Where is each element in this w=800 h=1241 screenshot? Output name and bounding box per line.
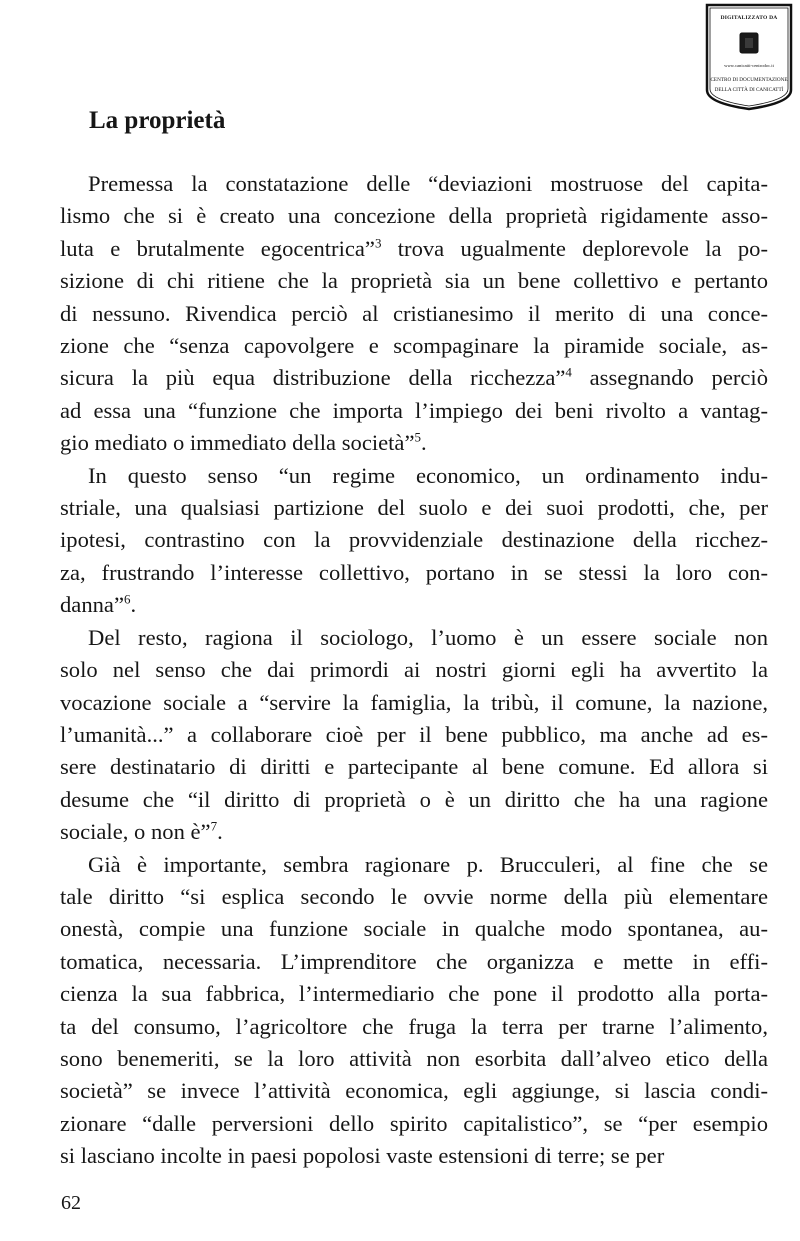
- text-line: società” se invece l’attività economica, egli aggiunge, si lascia condi-: [60, 1078, 768, 1104]
- paragraph: [60, 168, 768, 460]
- footnote-ref: 3: [374, 235, 382, 251]
- text-line: desume che “il diritto di proprietà o è un diritto che ha una ragione: [60, 786, 768, 812]
- text-line: tale diritto “si esplica secondo le ovvie norme della più elementare: [60, 883, 768, 909]
- text-line: striale, una qualsiasi partizione del suolo e dei suoi prodotti, che, per: [60, 495, 768, 521]
- text-line: vocazione sociale a “servire la famiglia, la tribù, il comune, la nazione,: [60, 689, 768, 715]
- page-number: 62: [61, 1192, 81, 1214]
- text-line: zionare “dalle perversioni dello spirito capitalistico”, se “per esempio: [60, 1110, 768, 1136]
- text-line: lismo che si è creato una concezione della proprietà rigidamente asso-: [60, 203, 768, 229]
- text-line: Premessa la constatazione delle “deviazioni mostruose del capita-: [88, 171, 768, 196]
- text-line: sono benemeriti, se la loro attività non esorbita dall’alveo etico della: [60, 1045, 768, 1071]
- footnote-ref: 6: [123, 591, 131, 607]
- text-line: sociale, o non è”$^7$.: [60, 818, 223, 845]
- stamp-header: DIGITALIZZATO DA: [720, 15, 778, 21]
- text-line: tomatica, necessaria. L’imprenditore che organizza e mette in effi-: [60, 948, 768, 974]
- section-heading: La proprietà: [89, 107, 226, 134]
- paragraph: [60, 460, 768, 622]
- paragraph: [60, 622, 768, 849]
- footnote-ref: 4: [565, 364, 572, 380]
- text-line: zione che “senza capovolgere e scompaginare la piramide sociale, as-: [60, 333, 768, 359]
- digitization-stamp: [704, 2, 794, 112]
- text-line: luta e brutalmente egocentrica”$^3$ trova ugualmente deplorevole la po-: [60, 235, 768, 261]
- paragraph: [60, 849, 768, 1173]
- stamp-line-2: DELLA CITTÀ DI CANICATTÌ: [714, 87, 784, 93]
- text-line: gio mediato o immediato della società”$^5$.: [60, 429, 427, 456]
- text-line: cienza la sua fabbrica, l’intermediario che pone il prodotto alla porta-: [60, 981, 768, 1007]
- stamp-line-1: CENTRO DI DOCUMENTAZIONE: [710, 77, 788, 83]
- text-line: danna”$^6$.: [60, 591, 137, 618]
- text-line: sere destinatario di diritti e partecipante al bene comune. Ed allora si: [60, 754, 768, 780]
- text-line: onestà, compie una funzione sociale in qualche modo spontanea, au-: [60, 916, 768, 942]
- text-line: In questo senso “un regime economico, un ordinamento indu-: [88, 462, 768, 488]
- stamp-url: www.canicatti-centrodoc.it: [724, 63, 774, 68]
- text-line: si lasciano incolte in paesi popolosi vaste estensioni di terre; se per: [60, 1143, 665, 1169]
- text-line: Già è importante, sembra ragionare p. Brucculeri, al fine che se: [88, 851, 768, 877]
- text-line: sizione di chi ritiene che la proprietà sia un bene collettivo e pertanto: [60, 268, 768, 294]
- text-line: sicura la più equa distribuzione della ricchezza”$^4$ assegnando perciò: [60, 364, 768, 391]
- footnote-ref: 5: [414, 429, 421, 445]
- text-line: solo nel senso che dai primordi ai nostri giorni egli ha avvertito la: [60, 657, 768, 683]
- text-line: ipotesi, contrastino con la provvidenziale destinazione della ricchez-: [60, 527, 768, 553]
- text-line: za, frustrando l’interesse collettivo, portano in se stessi la loro con-: [60, 559, 768, 585]
- text-line: ad essa una “funzione che importa l’impiego dei beni rivolto a vantag-: [60, 397, 768, 423]
- text-line: Del resto, ragiona il sociologo, l’uomo è un essere sociale non: [88, 624, 768, 650]
- footnote-ref: 7: [210, 818, 218, 834]
- text-line: di nessuno. Rivendica perciò al cristianesimo il merito di una conce-: [60, 300, 768, 326]
- body-text: [60, 168, 768, 1173]
- text-line: ta del consumo, l’agricoltore che fruga la terra per trarne l’alimento,: [60, 1013, 768, 1039]
- text-line: l’umanità...” a collaborare cioè per il bene pubblico, ma anche ad es-: [60, 721, 768, 747]
